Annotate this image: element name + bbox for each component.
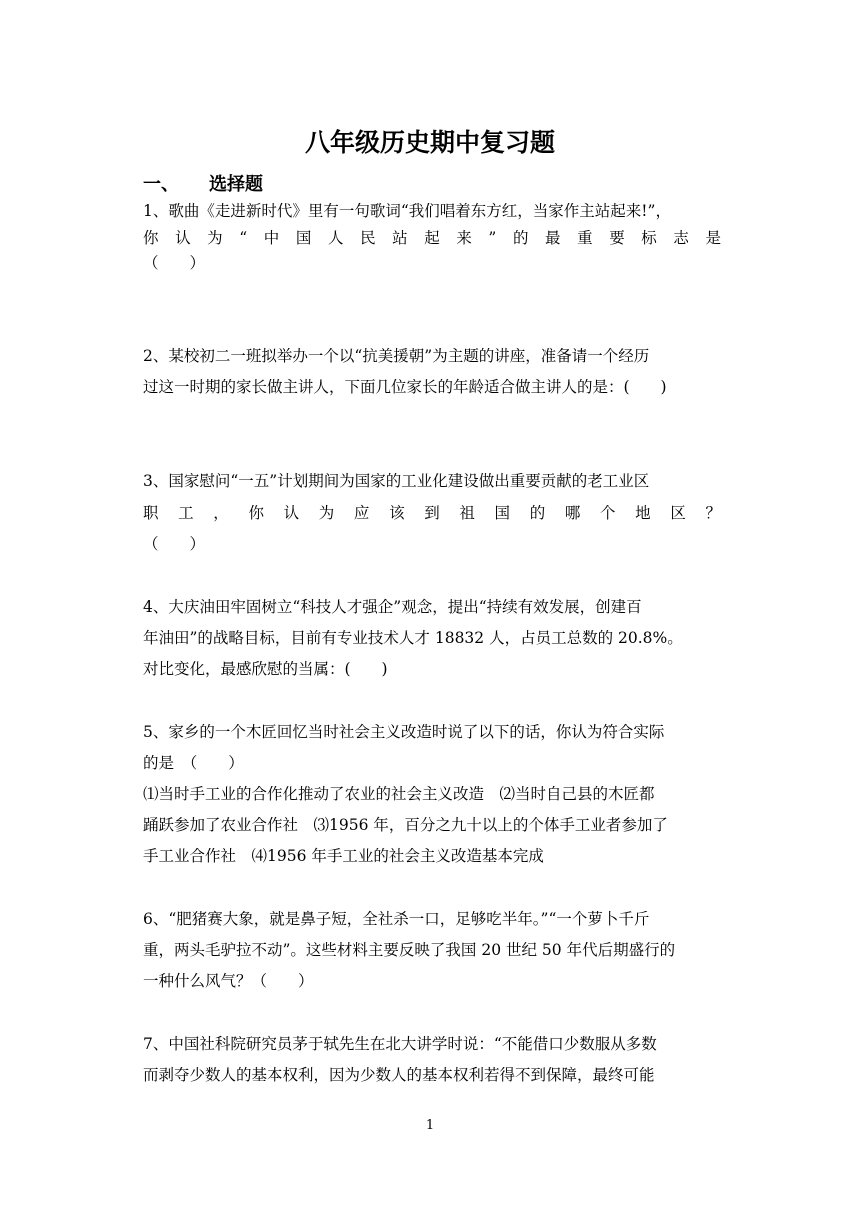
question-5-line-5: 手工业合作社 ⑷1956 年手工业的社会主义改造基本完成	[143, 847, 544, 865]
question-2-line-2: 过这一时期的家长做主讲人，下面几位家长的年龄适合做主讲人的是：( )	[143, 378, 667, 396]
question-4-line-3: 对比变化，最感欣慰的当属：( )	[143, 660, 388, 678]
question-7-line-1: 7、中国社科院研究员茅于轼先生在北大讲学时说：“不能借口少数服从多数	[143, 1035, 657, 1053]
question-4-line-2: 年油田”的战略目标，目前有专业技术人才 18832 人，占员工总数的 20.8%。	[143, 629, 683, 647]
section-number: 一、	[143, 174, 179, 195]
question-4-line-1: 4、大庆油田牢固树立“科技人才强企”观念，提出“持续有效发展，创建百	[143, 598, 642, 616]
question-6-line-2: 重，两头毛驴拉不动”。这些材料主要反映了我国 20 世纪 50 年代后期盛行的	[143, 941, 676, 959]
question-5-line-1: 5、家乡的一个木匠回忆当时社会主义改造时说了以下的话，你认为符合实际	[143, 723, 665, 741]
question-7-line-2: 而剥夺少数人的基本权利，因为少数人的基本权利若得不到保障，最终可能	[143, 1066, 655, 1084]
question-6-line-3: 一种什么风气？（ ）	[143, 972, 314, 990]
question-1-line-3: （ ）	[143, 254, 206, 272]
question-1-line-2: 你认为“中国人民站起来”的最重要标志是	[143, 229, 721, 247]
question-3-line-1: 3、国家慰问“一五”计划期间为国家的工业化建设做出重要贡献的老工业区	[143, 472, 650, 490]
question-5-line-2: 的是 （ ）	[143, 754, 244, 772]
question-6-line-1: 6、“肥猪赛大象，就是鼻子短，全社杀一口，足够吃半年。”“一个萝卜千斤	[143, 910, 650, 928]
question-5-line-4: 踊跃参加了农业合作社 ⑶1956 年，百分之九十以上的个体手工业者参加了	[143, 816, 668, 834]
section-label: 选择题	[209, 174, 263, 195]
question-1-line-1: 1、歌曲《走进新时代》里有一句歌词“我们唱着东方红，当家作主站起来!”，	[143, 202, 671, 220]
section-heading	[143, 172, 263, 198]
question-3-line-2: 职工，你认为应该到祖国的哪个地区？	[143, 504, 721, 522]
page-number: 1	[425, 1118, 435, 1133]
question-2-line-1: 2、某校初二一班拟举办一个以“抗美援朝”为主题的讲座，准备请一个经历	[143, 347, 650, 365]
page-title: 八年级历史期中复习题	[304, 128, 555, 157]
question-5-line-3: ⑴当时手工业的合作化推动了农业的社会主义改造 ⑵当时自己县的木匠都	[143, 785, 655, 803]
question-3-line-3: （ ）	[143, 535, 206, 553]
